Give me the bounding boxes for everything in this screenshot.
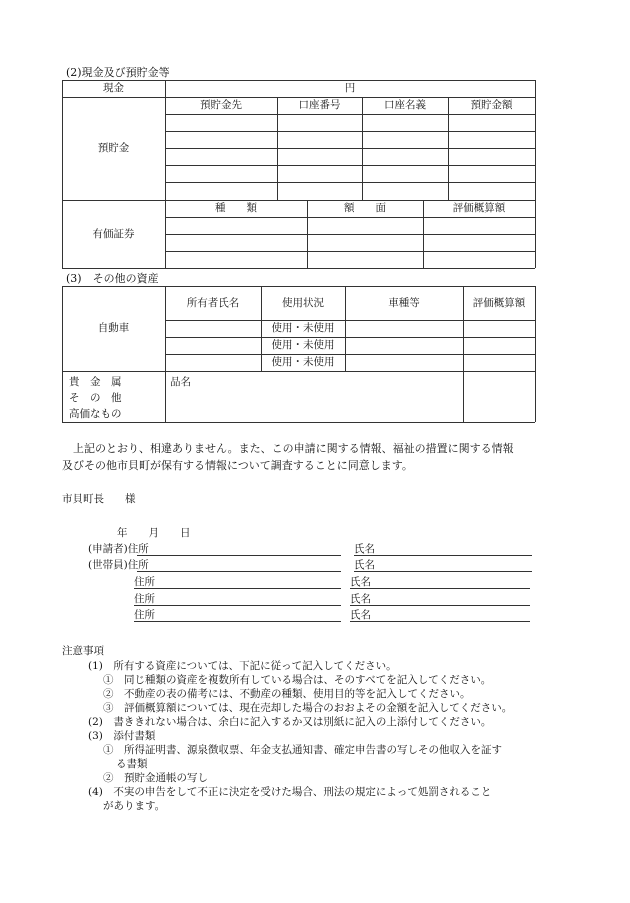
assets-header-valuation: 評価概算額 — [472, 296, 526, 309]
car-label: 自動車 — [97, 322, 130, 335]
notes-title: 注意事項 — [62, 645, 104, 657]
car-usage-option-2: 使用・未使用 — [271, 339, 335, 352]
deposit-header-bank: 預貯金先 — [200, 99, 242, 112]
deposit-header-account-number: 口座番号 — [298, 99, 341, 112]
member2-name-label: 氏名 — [350, 576, 371, 588]
note-1-a: ① 同じ種類の資産を複数所有している場合は、そのすべてを記入してください。 — [103, 674, 492, 686]
valuables-label-3: 高価なもの — [69, 408, 122, 420]
note-1: (1) 所有する資産については、下記に従って記入してください。 — [88, 660, 397, 672]
note-4: (4) 不実の申告をして不正に決定を受けた場合、刑法の規定によって処罰されること — [88, 786, 492, 798]
assets-header-owner: 所有者氏名 — [186, 296, 240, 309]
note-4-cont: があります。 — [103, 800, 166, 812]
applicant-address-label: (申請者)住所 — [88, 543, 149, 555]
member2-address-label: 住所 — [134, 576, 155, 588]
note-3-a: ① 所得証明書、源泉徴収票、年金支払通知書、確定申告書の写しその他収入を証す — [103, 744, 502, 756]
note-1-b: ② 不動産の表の備考には、不動産の種類、使用目的等を記入してください。 — [103, 688, 471, 700]
note-3: (3) 添付書類 — [88, 730, 156, 742]
securities-header-face-value: 額 面 — [344, 202, 386, 215]
applicant-name-label: 氏名 — [354, 543, 375, 555]
declaration-line-1: 上記のとおり、相違ありません。また、この申請に関する情報、福祉の措置に関する情報 — [73, 442, 514, 455]
valuables-label-2: そ の 他 — [69, 392, 122, 404]
note-3-a-cont: る書類 — [116, 758, 148, 770]
deposit-header-amount: 預貯金額 — [470, 99, 513, 112]
section3-heading: (3) その他の資産 — [66, 272, 159, 285]
member4-address-label: 住所 — [134, 609, 155, 621]
car-usage-option-3: 使用・未使用 — [271, 356, 335, 369]
note-2: (2) 書ききれない場合は、余白に記入するか又は別紙に記入の上添付してください。 — [88, 716, 492, 728]
car-usage-option-1: 使用・未使用 — [271, 322, 335, 335]
date-line: 年 月 日 — [117, 527, 191, 539]
cash-label: 現金 — [103, 82, 124, 95]
deposit-label: 預貯金 — [97, 142, 130, 155]
assets-header-usage: 使用状況 — [282, 296, 324, 309]
cash-unit: 円 — [344, 82, 356, 95]
assets-header-car-type: 車種等 — [388, 296, 420, 309]
item-name-label: 品名 — [170, 376, 191, 388]
addressee: 市貝町長 様 — [62, 493, 136, 505]
household-address-label: (世帯員)住所 — [88, 559, 149, 571]
securities-header-valuation: 評価概算額 — [452, 202, 506, 215]
member4-name-label: 氏名 — [350, 609, 371, 621]
valuables-label-1: 貴 金 属 — [69, 376, 122, 388]
section2-heading: (2)現金及び預貯金等 — [66, 66, 170, 79]
note-3-b: ② 預貯金通帳の写し — [103, 772, 208, 784]
deposit-header-account-name: 口座名義 — [384, 99, 426, 112]
securities-label: 有価証券 — [92, 227, 135, 240]
member3-address-label: 住所 — [134, 593, 155, 605]
household-name-label: 氏名 — [354, 559, 375, 571]
securities-header-type: 種 類 — [215, 202, 257, 215]
member3-name-label: 氏名 — [350, 593, 371, 605]
declaration-line-2: 及びその他市貝町が保有する情報について調査することに同意します。 — [62, 459, 413, 472]
note-1-c: ③ 評価概算額については、現在売却した場合のおおよその金額を記入してください。 — [103, 702, 513, 714]
